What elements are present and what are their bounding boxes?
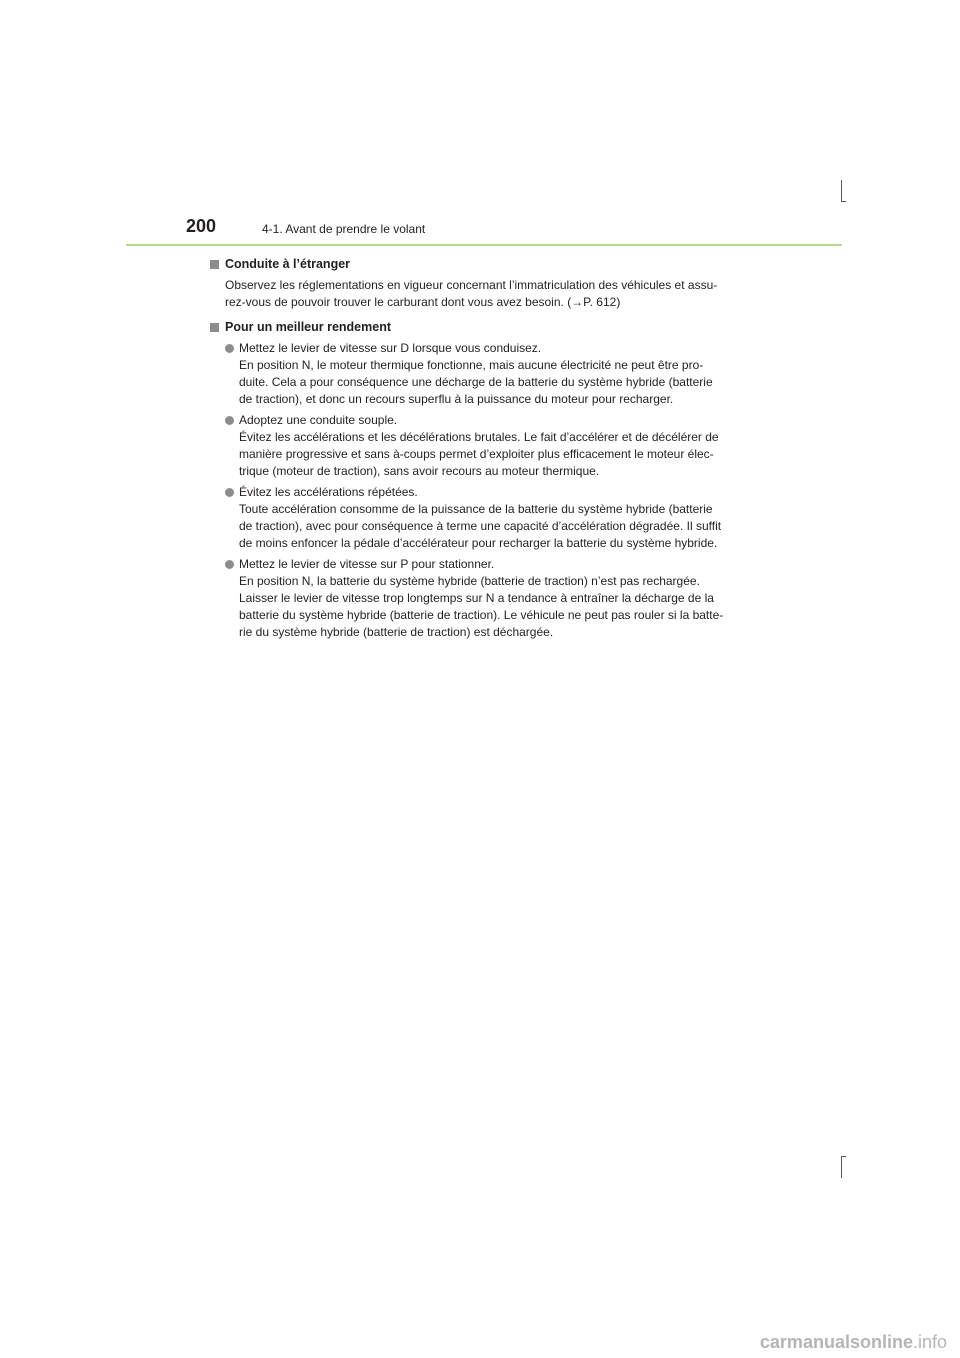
bullet-item [225,340,752,408]
watermark [567,1332,947,1353]
crop-mark-top [841,180,842,202]
bullet-line: Évitez les accélérations et les décélérations brutales. Le fait d’accélérer et de décélérer de [239,430,719,444]
body-line: Observez les réglementations en vigueur concernant l’immatriculation des véhicules et assu- [225,278,718,292]
body-line: rez-vous de pouvoir trouver le carburant dont vous avez besoin. (→P. 612) [225,295,621,309]
section-body-driving-abroad [225,277,752,311]
bullet-line: manière progressive et sans à-coups permet d’exploiter plus efficacement le moteur élec- [239,447,714,461]
bullet-line: Évitez les accélérations répétées. [239,485,418,499]
header-divider [126,244,842,246]
bullet-line: Adoptez une conduite souple. [239,413,398,427]
bullet-line: Laisser le levier de vitesse trop longtemps sur N a tendance à entraîner la décharge de la [239,591,714,605]
section-heading-better-efficiency: Pour un meilleur rendement [210,319,752,336]
circle-bullet-icon [225,344,234,353]
bullet-item [225,556,752,641]
bullet-item [225,484,752,552]
crop-mark-bottom-tick [841,1156,846,1157]
crop-mark-top-tick [841,201,846,202]
crop-mark-bottom [841,1156,842,1178]
bullet-line: de moins enfoncer la pédale d’accélérateur pour recharger la batterie du système hybride. [239,536,718,550]
bullet-line: de traction), et donc un recours superflu à la puissance du moteur pour recharger. [239,392,674,406]
watermark-suffix: .info [912,1332,947,1352]
bullet-line: Toute accélération consomme de la puissance de la batterie du système hybride (batterie [239,502,713,516]
bullet-line: duite. Cela a pour conséquence une décharge de la batterie du système hybride (batterie [239,375,713,389]
bullet-line: Mettez le levier de vitesse sur D lorsque vous conduisez. [239,341,542,355]
page-header [186,216,846,246]
circle-bullet-icon [225,488,234,497]
square-bullet-icon [210,260,219,269]
bullet-line: batterie du système hybride (batterie de traction). Le véhicule ne peut pas rouler si la batte- [239,608,724,622]
bullet-line: En position N, le moteur thermique fonctionne, mais aucune électricité ne peut être pro- [239,358,704,372]
bullet-line: Mettez le levier de vitesse sur P pour stationner. [239,557,495,571]
circle-bullet-icon [225,416,234,425]
square-bullet-icon [210,323,219,332]
page-number: 200 [186,216,217,236]
page-content [210,256,752,641]
bullet-line: trique (moteur de traction), sans avoir recours au moteur thermique. [239,464,600,478]
bullet-line: En position N, la batterie du système hybride (batterie de traction) n’est pas rechargée. [239,574,700,588]
bullet-line: de traction), avec pour conséquence à terme une capacité d’accélération dégradée. Il suffit [239,519,722,533]
section-title: 4-1. Avant de prendre le volant [262,222,426,236]
bullet-line: rie du système hybride (batterie de traction) est déchargée. [239,625,554,639]
section-heading-driving-abroad: Conduite à l’étranger [210,256,752,273]
circle-bullet-icon [225,560,234,569]
watermark-prefix: carmanualsonline [759,1332,913,1352]
bullet-item [225,412,752,480]
